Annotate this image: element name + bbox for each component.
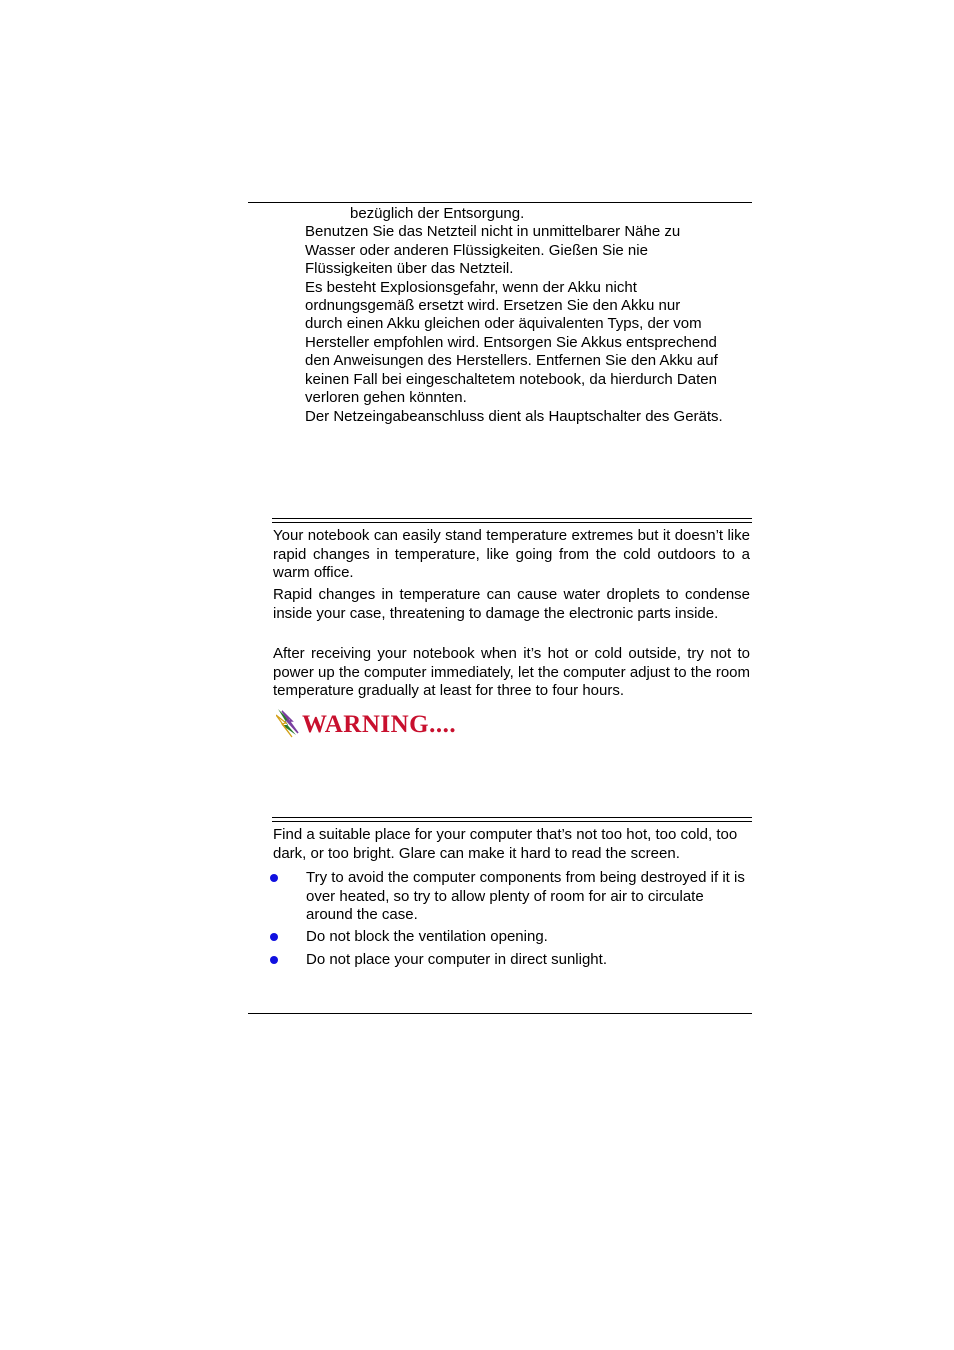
warning-icon [276,707,476,739]
german-line: den Anweisungen des Herstellers. Entfernen Sie den Akku auf [305,352,718,369]
list-item-text: Do not place your computer in direct sunlight. [306,951,607,968]
top-divider [248,202,752,203]
section-divider-temperature [272,518,752,523]
list-item-text: Try to avoid the computer components from being destroyed if it is over heated, so try to allow plenty of room for air to circulate around the case. [306,869,745,924]
german-line: Wasser oder anderen Flüssigkeiten. Gießen Sie nie [305,242,648,259]
bullet-icon [270,874,278,882]
german-line: ordnungsgemäß ersetzt wird. Ersetzen Sie den Akku nur [305,297,681,314]
german-line: Der Netzeingabeanschluss dient als Hauptschalter des Geräts. [305,408,723,425]
german-line: durch einen Akku gleichen oder äquivalenten Typs, der vom [305,315,702,332]
temperature-paragraph-2: Rapid changes in temperature can cause water droplets to condense inside your case, threatening to damage the electronic parts inside. [273,586,750,622]
bullet-icon [270,933,278,941]
location-intro: Find a suitable place for your computer that’s not too hot, too cold, too dark, or too bright. Glare can make it hard to read the screen. [273,826,738,862]
german-line: Flüssigkeiten über das Netzteil. [305,260,514,277]
section-divider-location [272,817,752,822]
list-item-text: Do not block the ventilation opening. [306,928,548,945]
german-line: Hersteller empfohlen wird. Entsorgen Sie Akkus entsprechend [305,334,717,351]
bottom-divider [248,1013,752,1014]
german-line: keinen Fall bei eingeschaltetem notebook, da hierdurch Daten [305,371,717,388]
german-line: Benutzen Sie das Netzteil nicht in unmittelbarer Nähe zu [305,223,681,240]
german-continuation-line: bezüglich der Entsorgung. [350,205,525,222]
german-line: verloren gehen könnten. [305,389,467,406]
bullet-icon [270,956,278,964]
warning-label: WARNING.... [302,711,457,738]
german-line: Es besteht Explosionsgefahr, wenn der Akku nicht [305,279,637,296]
temperature-paragraph-3: After receiving your notebook when it’s hot or cold outside, try not to power up the computer immediately, let the computer adjust to the room temperature gradually at least for three to four hours. [273,645,750,700]
temperature-paragraph-1: Your notebook can easily stand temperature extremes but it doesn’t like rapid changes in temperature, like going from the cold outdoors to a warm office. [273,527,750,582]
warning-banner [276,707,476,739]
